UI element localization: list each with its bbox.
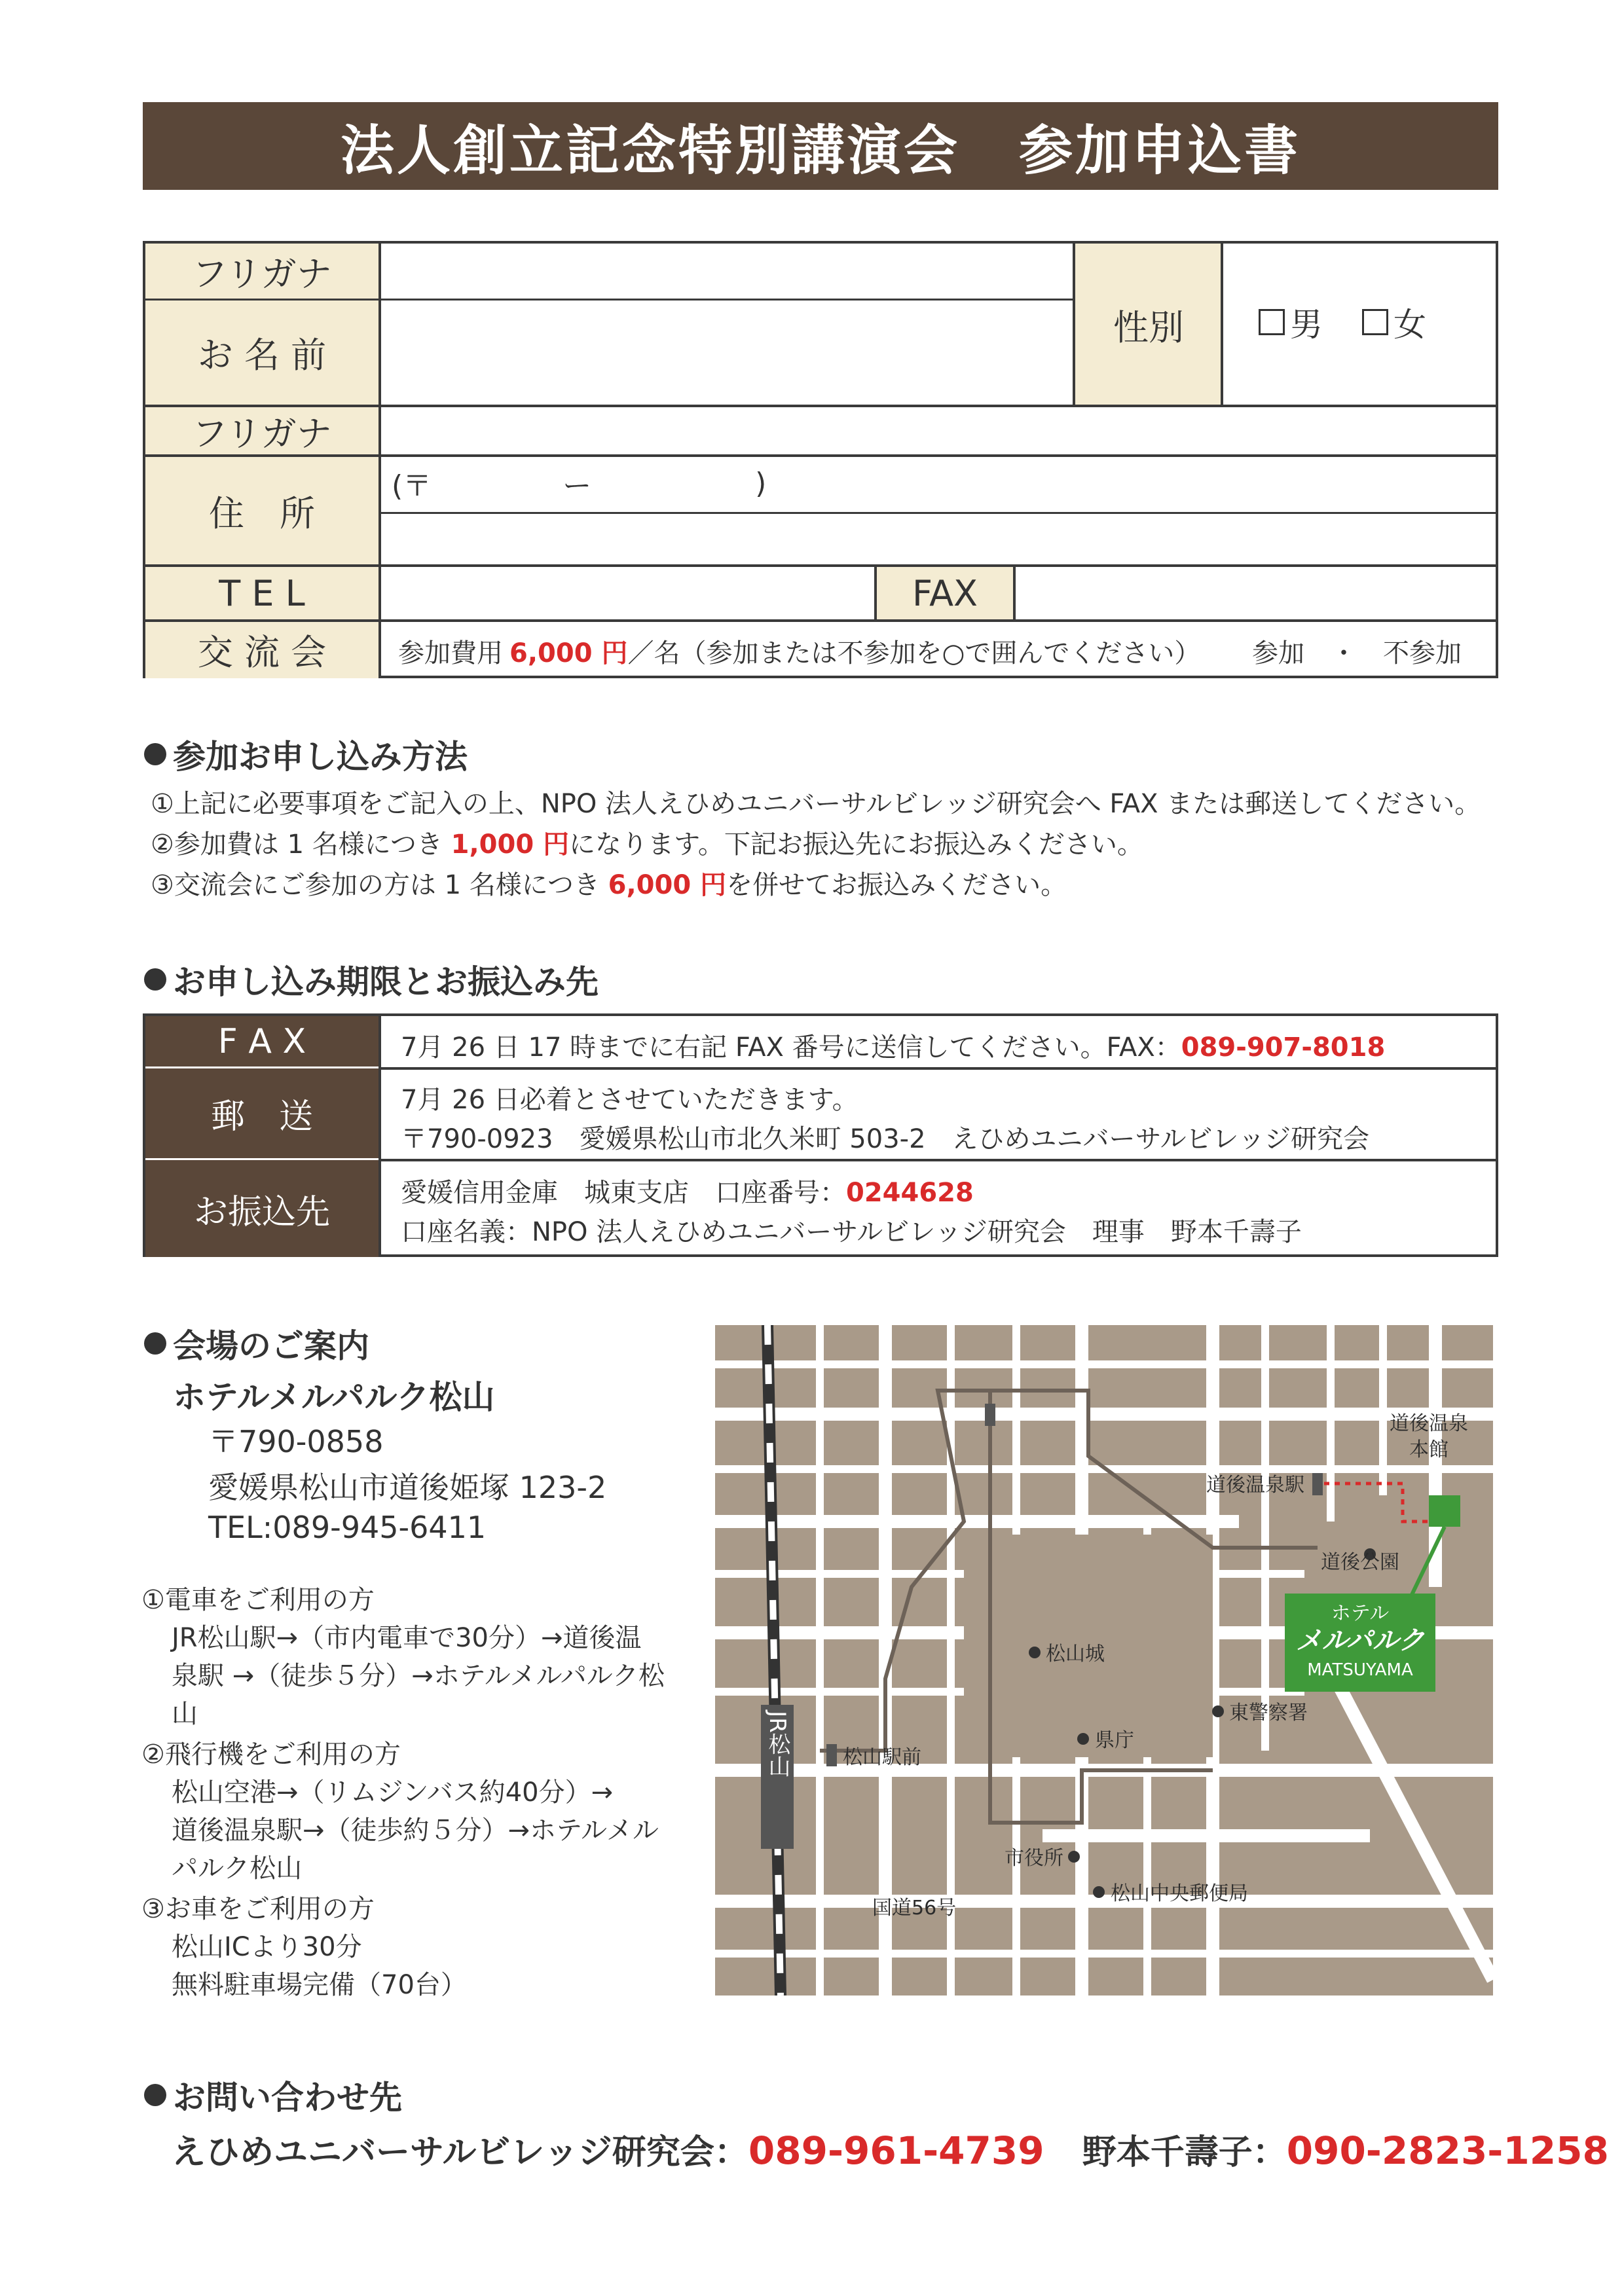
contact-org: えひめユニバーサルビレッジ研究会： (172, 2133, 748, 2172)
line3-suffix: を併せてお振込みください。 (726, 870, 1067, 900)
postal-code-input[interactable] (392, 457, 1374, 509)
female-label: 女 (1393, 306, 1426, 344)
mail-line-2: 〒790-0923 愛媛県松山市北久米町 503-2 えひめユニバーサルビレッジ研究会 (401, 1124, 1370, 1154)
exchange-label: 交 流 会 (145, 621, 378, 678)
contact-line (172, 2124, 1609, 2174)
deadline-table (143, 1013, 1498, 1257)
line3-amount: 6,000 円 (608, 870, 727, 900)
address-furigana-input[interactable] (381, 406, 1494, 456)
dogo-park-label: 道後公園 (1321, 1551, 1399, 1574)
car-line-2: 無料駐車場完備（70台） (172, 1970, 467, 2000)
train-heading: ①電車をご利用の方 (141, 1585, 375, 1615)
train-line-2: 泉駅 →（徒歩５分）→ホテルメルパルク松 (172, 1661, 665, 1691)
line3-prefix: ③交流会にご参加の方は 1 名様につき (151, 870, 608, 900)
hotel-logo: メルパルク (1295, 1626, 1425, 1656)
gender-options (1259, 296, 1426, 348)
contact-person: 野本千壽子： (1082, 2133, 1287, 2172)
page-title (143, 102, 1498, 190)
address-input[interactable] (381, 513, 1494, 566)
honkan-label-1: 道後温泉 (1390, 1412, 1468, 1435)
female-checkbox[interactable] (1362, 309, 1388, 335)
car-heading: ③お車をご利用の方 (141, 1894, 375, 1924)
line2-amount: 1,000 円 (451, 829, 570, 860)
police-label: 東警察署 (1229, 1702, 1308, 1724)
application-form (143, 241, 1498, 678)
fax-number: 089-907-8018 (1181, 1032, 1386, 1063)
gender-label: 性別 (1075, 244, 1222, 406)
male-checkbox[interactable] (1259, 309, 1285, 335)
ekimae-label: 松山駅前 (843, 1746, 921, 1769)
car-line-1: 松山ICより30分 (172, 1932, 362, 1962)
dogo-station-label: 道後温泉駅 (1206, 1474, 1304, 1497)
post-office-label: 松山中央郵便局 (1111, 1882, 1248, 1905)
separator-dot: ・ (1331, 638, 1357, 668)
venue-heading (144, 1320, 369, 1367)
bullet-icon (144, 968, 166, 991)
line2-prefix: ②参加費は 1 名様につき (151, 829, 451, 860)
train-line-3: 山 (172, 1699, 198, 1729)
name-input[interactable] (381, 299, 1073, 406)
male-label: 男 (1290, 306, 1323, 344)
postal-close: ) (755, 466, 767, 500)
access-map (715, 1325, 1493, 1995)
address-label: 住 所 (145, 456, 378, 566)
contact-heading (144, 2071, 402, 2119)
mail-line-1: 7月 26 日必着とさせていただきます。 (401, 1085, 858, 1115)
train-line-1: JR松山駅→（市内電車で30分）→道後温 (172, 1623, 642, 1653)
hotel-marker-icon (1429, 1495, 1460, 1527)
fax-row-text (401, 1027, 1385, 1064)
furigana-label: フリガナ (145, 244, 378, 299)
method-line-2 (151, 824, 1143, 861)
bullet-icon (144, 743, 166, 765)
title-form: 参加申込書 (1019, 119, 1301, 182)
method-line-1: ①上記に必要事項をご記入の上、NPO 法人えひめユニバーサルビレッジ研究会へ FAX または郵送してください。 (151, 789, 1481, 819)
plane-heading: ②飛行機をご利用の方 (141, 1740, 401, 1770)
bank-line-1 (401, 1172, 974, 1209)
contact-person-phone[interactable]: 090-2823-1258 (1286, 2128, 1609, 2173)
bank-line-2: 口座名義：NPO 法人えひめユニバーサルビレッジ研究会 理事 野本千壽子 (401, 1217, 1302, 1247)
bullet-icon (144, 1332, 166, 1355)
venue-name: ホテルメルパルク松山 (173, 1378, 495, 1416)
deadline-heading-text: お申し込み期限とお振込み先 (173, 963, 599, 1001)
contact-heading-text: お問い合わせ先 (173, 2079, 402, 2117)
castle-label: 松山城 (1046, 1643, 1105, 1666)
not-attend-option[interactable]: 不参加 (1383, 638, 1462, 668)
venue-tel: TEL:089-945-6411 (208, 1510, 487, 1545)
fax-input[interactable] (1016, 566, 1494, 621)
fee-prefix: 参加費用 (398, 638, 503, 668)
pref-office-label: 県庁 (1095, 1729, 1134, 1752)
bullet-icon (144, 2084, 166, 2106)
hotel-en-label: MATSUYAMA (1307, 1660, 1413, 1680)
postal-open: (〒 (392, 469, 432, 503)
venue-heading-text: 会場のご案内 (173, 1327, 369, 1365)
line2-suffix: になります。下記お振込先にお振込みください。 (569, 829, 1143, 860)
bank-account-number: 0244628 (846, 1178, 974, 1208)
mail-row-label: 郵 送 (145, 1068, 378, 1160)
title-event: 法人創立記念特別講演会 (340, 119, 960, 182)
fee-amount: 6,000 円 (509, 638, 628, 668)
route56-label: 国道56号 (872, 1897, 957, 1920)
venue-postal: 〒790-0858 (208, 1424, 384, 1459)
plane-line-2: 道後温泉駅→（徒歩約５分）→ホテルメル (172, 1815, 659, 1846)
contact-org-phone[interactable]: 089-961-4739 (748, 2128, 1044, 2173)
hotel-small-label: ホテル (1331, 1602, 1390, 1625)
furigana-label-2: フリガナ (145, 406, 378, 456)
bank-prefix: 愛媛信用金庫 城東支店 口座番号： (401, 1178, 846, 1208)
tel-label: T E L (145, 566, 378, 621)
plane-line-1: 松山空港→（リムジンバス約40分）→ (172, 1777, 614, 1808)
venue-address: 愛媛県松山市道後姫塚 123-2 (208, 1470, 607, 1505)
postal-dash: ー (563, 469, 592, 503)
jr-matsuyama-label: JR松山 (764, 1711, 790, 1777)
method-heading-text: 参加お申し込み方法 (173, 738, 468, 776)
name-label: お 名 前 (145, 299, 378, 406)
attend-option[interactable]: 参加 (1252, 638, 1304, 668)
fax-label: FAX (877, 566, 1013, 621)
fee-suffix: ／名（参加または不参加を○で囲んでください） (627, 638, 1201, 668)
method-line-3 (151, 864, 1067, 902)
fax-instruction: 7月 26 日 17 時までに右記 FAX 番号に送信してください。FAX： (401, 1032, 1181, 1063)
method-heading (144, 731, 468, 778)
tel-input[interactable] (381, 566, 874, 621)
deadline-heading (144, 956, 599, 1003)
honkan-label-2: 本館 (1409, 1438, 1449, 1461)
attendance-choice[interactable] (1252, 623, 1462, 678)
plane-line-3: パルク松山 (172, 1853, 303, 1884)
exchange-fee (398, 623, 1200, 678)
city-hall-label: 市役所 (1005, 1847, 1063, 1870)
bank-row-label: お振込先 (145, 1160, 378, 1257)
fax-row-label: F A X (145, 1016, 378, 1068)
furigana-input[interactable] (381, 244, 1073, 299)
